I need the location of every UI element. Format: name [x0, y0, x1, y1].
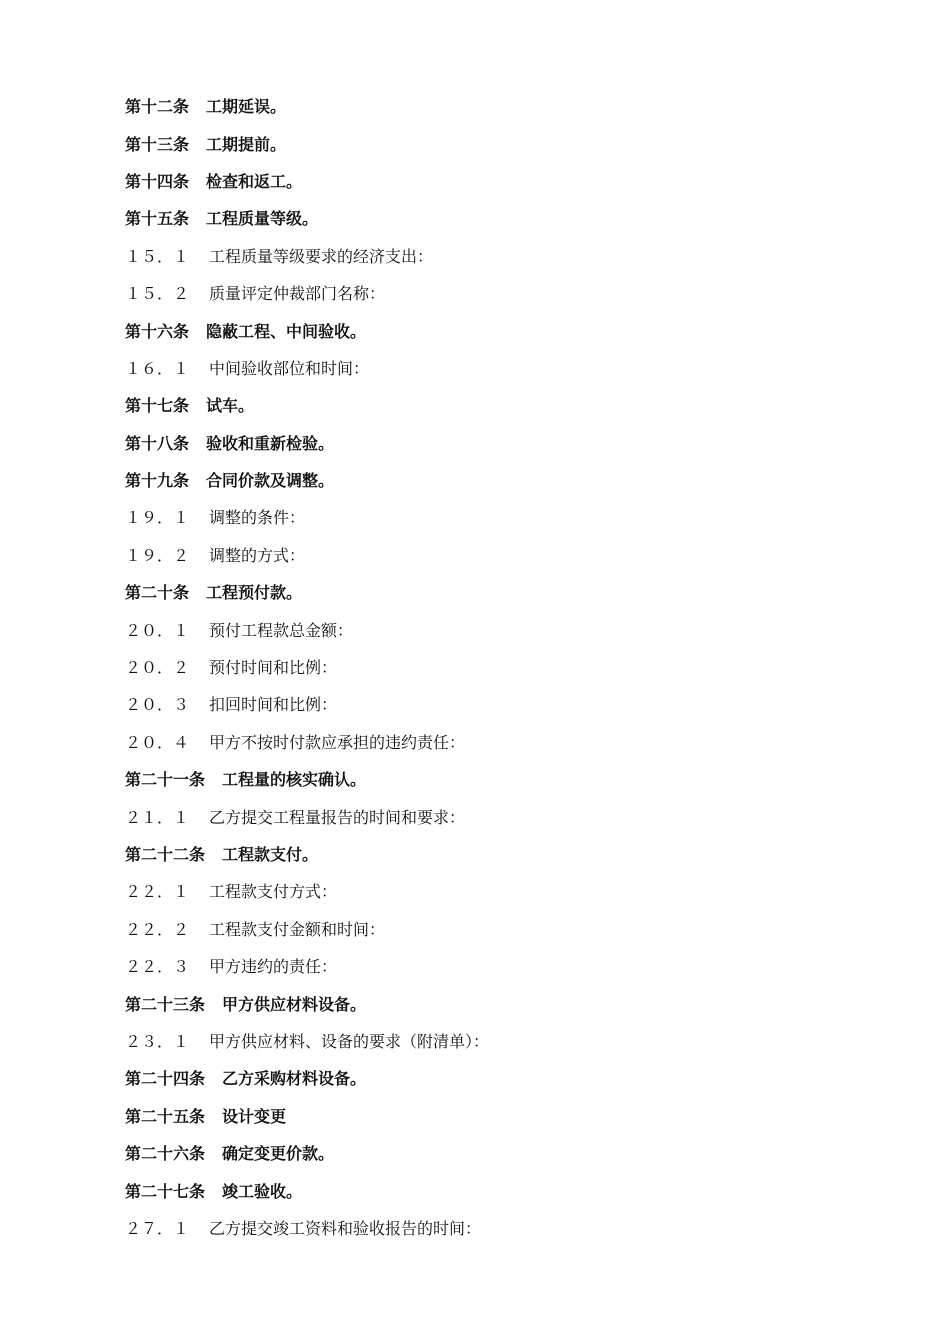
- subitem-text: 预付工程款总金额：: [209, 620, 354, 640]
- clause-heading: [125, 424, 845, 461]
- clause-number: 第二十六条: [125, 1144, 206, 1164]
- clause-title: 确定变更价款。: [222, 1144, 335, 1164]
- clause-title: 工程款支付。: [222, 845, 319, 864]
- clause-title: 工程质量等级。: [206, 209, 319, 229]
- clause-subitem: [125, 723, 845, 760]
- subitem-text: 甲方违约的责任：: [209, 957, 338, 977]
- clause-heading: [125, 124, 845, 161]
- clause-number: 第二十五条: [125, 1106, 206, 1126]
- clause-subitem: [125, 685, 845, 722]
- clause-title: 工程预付款。: [206, 583, 303, 603]
- subitem-number: ２０．３: [125, 695, 190, 715]
- clause-heading: [125, 573, 845, 610]
- clause-number: 第十四条: [125, 171, 190, 191]
- clause-subitem: [125, 1209, 845, 1246]
- clause-title: 试车。: [206, 396, 255, 416]
- clause-subitem: [125, 1022, 845, 1059]
- clause-heading: [125, 1171, 845, 1208]
- clause-heading: [125, 87, 845, 124]
- clause-heading: [125, 461, 845, 498]
- clause-subitem: [125, 947, 845, 984]
- subitem-text: 预付时间和比例：: [209, 658, 338, 678]
- subitem-text: 工程质量等级要求的经济支出：: [209, 246, 434, 266]
- clause-title: 设计变更: [222, 1106, 287, 1126]
- subitem-number: ２２．３: [125, 957, 190, 977]
- subitem-text: 调整的方式：: [209, 545, 306, 565]
- subitem-text: 甲方不按时付款应承担的违约责任：: [209, 732, 466, 752]
- subitem-number: ２０．４: [125, 732, 190, 752]
- clause-number: 第二十三条: [125, 994, 206, 1014]
- subitem-text: 质量评定仲裁部门名称：: [209, 284, 386, 304]
- clause-heading: [125, 984, 845, 1021]
- clause-number: 第二十一条: [125, 770, 206, 790]
- subitem-text: 工程款支付方式：: [209, 882, 338, 902]
- clause-heading: [125, 1134, 845, 1171]
- clause-title: 验收和重新检验。: [206, 433, 335, 453]
- clause-title: 甲方供应材料设备。: [222, 994, 367, 1014]
- subitem-text: 乙方提交竣工资料和验收报告的时间：: [209, 1218, 482, 1238]
- clause-title: 竣工验收。: [222, 1181, 303, 1201]
- clause-title: 隐蔽工程、中间验收。: [206, 321, 367, 341]
- clause-number: 第二十条: [125, 583, 190, 603]
- subitem-number: １９．２: [125, 545, 190, 565]
- subitem-number: ２０．１: [125, 620, 190, 640]
- clause-title: 工程量的核实确认。: [222, 770, 367, 790]
- clause-title: 合同价款及调整。: [206, 471, 335, 491]
- subitem-number: ２０．２: [125, 658, 190, 678]
- clause-subitem: [125, 237, 845, 274]
- clause-number: 第二十二条: [125, 845, 206, 864]
- subitem-number: ２２．１: [125, 882, 190, 902]
- subitem-text: 扣回时间和比例：: [209, 695, 338, 715]
- clause-heading: [125, 386, 845, 423]
- subitem-text: 甲方供应材料、设备的要求（附清单）：: [209, 1031, 490, 1051]
- clause-heading: [125, 1097, 845, 1134]
- clause-number: 第二十七条: [125, 1181, 206, 1201]
- contract-clauses: [125, 87, 845, 1246]
- subitem-number: ２１．１: [125, 807, 190, 827]
- subitem-text: 调整的条件：: [209, 508, 306, 528]
- clause-heading: [125, 311, 845, 348]
- subitem-text: 中间验收部位和时间：: [209, 358, 370, 378]
- clause-subitem: [125, 648, 845, 685]
- subitem-number: １５．１: [125, 246, 190, 266]
- clause-subitem: [125, 536, 845, 573]
- clause-number: 第十五条: [125, 209, 190, 229]
- clause-subitem: [125, 872, 845, 909]
- subitem-text: 乙方提交工程量报告的时间和要求：: [209, 807, 466, 827]
- subitem-number: ２３．１: [125, 1031, 190, 1051]
- subitem-number: ２７．１: [125, 1218, 190, 1238]
- clause-number: 第十六条: [125, 321, 190, 341]
- clause-number: 第十七条: [125, 396, 190, 416]
- subitem-number: １５．２: [125, 284, 190, 304]
- clause-subitem: [125, 498, 845, 535]
- subitem-number: ２２．２: [125, 919, 190, 939]
- clause-number: 第十八条: [125, 433, 190, 453]
- clause-subitem: [125, 797, 845, 834]
- subitem-number: １６．１: [125, 358, 190, 378]
- subitem-number: １９．１: [125, 508, 190, 528]
- clause-subitem: [125, 910, 845, 947]
- clause-number: 第十二条: [125, 97, 190, 117]
- subitem-text: 工程款支付金额和时间：: [209, 919, 386, 939]
- clause-number: 第十三条: [125, 134, 190, 154]
- clause-number: 第十九条: [125, 471, 190, 491]
- clause-number: 第二十四条: [125, 1069, 206, 1089]
- clause-heading: [125, 760, 845, 797]
- clause-title: 检查和返工。: [206, 171, 303, 191]
- clause-heading: [125, 199, 845, 236]
- clause-subitem: [125, 610, 845, 647]
- clause-heading: [125, 835, 845, 872]
- clause-subitem: [125, 274, 845, 311]
- clause-title: 工期延误。: [206, 97, 287, 117]
- clause-heading: [125, 162, 845, 199]
- clause-title: 工期提前。: [206, 134, 287, 154]
- clause-subitem: [125, 349, 845, 386]
- clause-heading: [125, 1059, 845, 1096]
- clause-title: 乙方采购材料设备。: [222, 1069, 367, 1089]
